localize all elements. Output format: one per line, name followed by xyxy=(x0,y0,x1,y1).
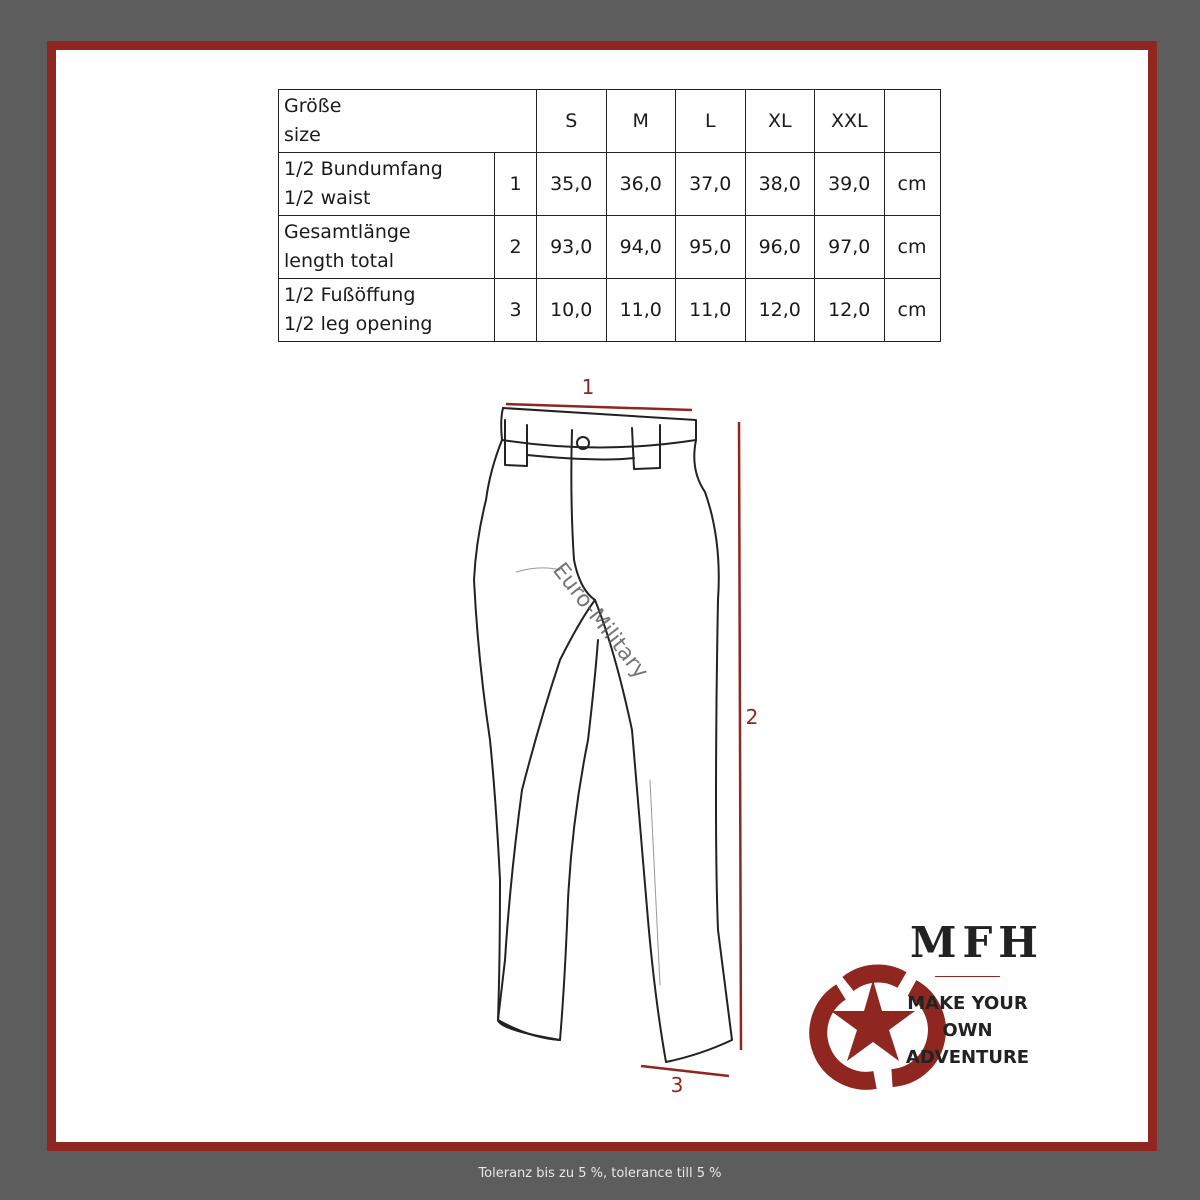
row-number: 3 xyxy=(495,279,537,342)
measure-label-1: 1 xyxy=(581,375,595,399)
table-cell: 10,0 xyxy=(537,279,607,342)
table-cell: 12,0 xyxy=(815,279,885,342)
row-label-en: length total xyxy=(284,250,395,272)
size-header-de: Größe xyxy=(284,95,342,117)
size-header-xxl: XXL xyxy=(815,90,885,153)
size-header-m: M xyxy=(606,90,676,153)
watermark-text: Euro-Military xyxy=(547,558,653,684)
table-cell: 36,0 xyxy=(606,153,676,216)
table-cell: 39,0 xyxy=(815,153,885,216)
measure-line-length xyxy=(739,422,741,1050)
table-cell: 12,0 xyxy=(745,279,815,342)
row-label-de: Gesamtlänge xyxy=(284,221,411,243)
size-header-en: size xyxy=(284,124,321,146)
trousers-outline xyxy=(474,408,732,1062)
brand-slogan-line1: MAKE YOUR OWN xyxy=(907,993,1028,1041)
table-cell: 96,0 xyxy=(745,216,815,279)
tolerance-note: Toleranz bis zu 5 %, tolerance till 5 % xyxy=(478,1166,722,1181)
measure-label-3: 3 xyxy=(670,1073,684,1097)
table-cell: 35,0 xyxy=(537,153,607,216)
brand-name: MFH xyxy=(910,918,1044,967)
table-cell: 95,0 xyxy=(676,216,746,279)
measure-label-2: 2 xyxy=(745,705,759,729)
brand-slogan-line2: ADVENTURE xyxy=(905,1047,1030,1068)
row-label-de: 1/2 Fußöffung xyxy=(284,284,416,306)
table-cell: 38,0 xyxy=(745,153,815,216)
row-label-en: 1/2 waist xyxy=(284,187,371,209)
table-cell: 93,0 xyxy=(537,216,607,279)
row-label-de: 1/2 Bundumfang xyxy=(284,158,443,180)
brand-divider xyxy=(935,976,1000,977)
table-cell: 11,0 xyxy=(676,279,746,342)
table-cell: 37,0 xyxy=(676,153,746,216)
size-header-s: S xyxy=(537,90,607,153)
row-unit: cm xyxy=(884,279,940,342)
table-cell: 94,0 xyxy=(606,216,676,279)
row-label-en: 1/2 leg opening xyxy=(284,313,433,335)
row-unit: cm xyxy=(884,153,940,216)
table-cell: 97,0 xyxy=(815,216,885,279)
measure-line-leg-opening xyxy=(641,1066,729,1076)
table-cell: 11,0 xyxy=(606,279,676,342)
size-header-l: L xyxy=(676,90,746,153)
size-header-xl: XL xyxy=(745,90,815,153)
row-number: 2 xyxy=(495,216,537,279)
brand-slogan xyxy=(880,990,1055,1071)
row-unit: cm xyxy=(884,216,940,279)
row-number: 1 xyxy=(495,153,537,216)
